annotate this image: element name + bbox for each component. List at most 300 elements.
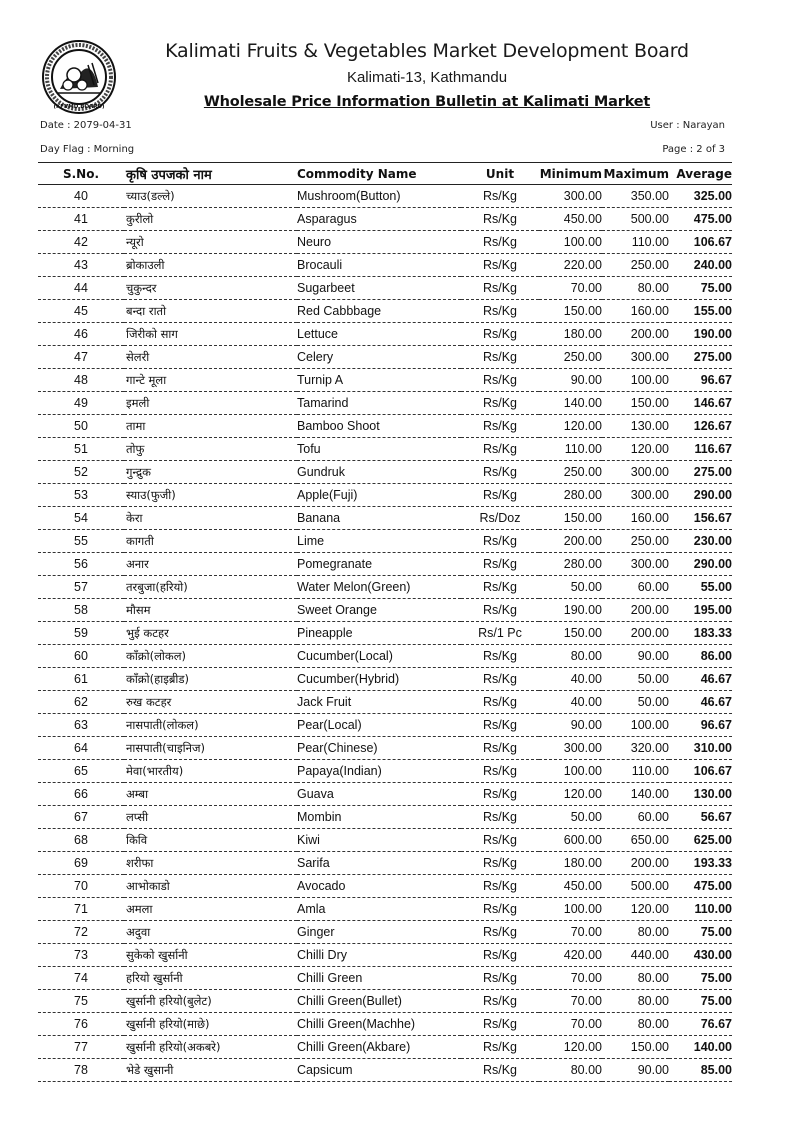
cell-minimum: 70.00: [539, 967, 602, 990]
cell-unit: Rs/Kg: [461, 300, 539, 323]
cell-unit: Rs/Kg: [461, 645, 539, 668]
cell-sno: 74: [38, 967, 124, 990]
column-header-sno: S.No.: [38, 163, 124, 185]
cell-nepali-name: तामा: [124, 415, 297, 438]
cell-average: 116.67: [669, 438, 732, 461]
cell-commodity-name: Lime: [297, 530, 461, 553]
cell-nepali-name: जिरीको साग: [124, 323, 297, 346]
table-row: [38, 645, 732, 668]
cell-sno: 72: [38, 921, 124, 944]
cell-commodity-name: Capsicum: [297, 1059, 461, 1082]
table-row: [38, 254, 732, 277]
cell-unit: Rs/Kg: [461, 484, 539, 507]
cell-maximum: 200.00: [602, 323, 669, 346]
cell-maximum: 80.00: [602, 277, 669, 300]
cell-sno: 42: [38, 231, 124, 254]
table-row: [38, 668, 732, 691]
cell-minimum: 300.00: [539, 737, 602, 760]
cell-unit: Rs/Kg: [461, 530, 539, 553]
cell-commodity-name: Sweet Orange: [297, 599, 461, 622]
table-row: [38, 300, 732, 323]
cell-unit: Rs/Kg: [461, 277, 539, 300]
cell-maximum: 150.00: [602, 1036, 669, 1059]
price-table: [38, 162, 732, 1082]
cell-maximum: 160.00: [602, 507, 669, 530]
table-header-row: [38, 163, 732, 185]
cell-minimum: 80.00: [539, 1059, 602, 1082]
cell-minimum: 180.00: [539, 323, 602, 346]
cell-sno: 51: [38, 438, 124, 461]
table-row: [38, 208, 732, 231]
cell-average: 96.67: [669, 369, 732, 392]
cell-minimum: 250.00: [539, 346, 602, 369]
cell-nepali-name: कुरीलो: [124, 208, 297, 231]
cell-maximum: 200.00: [602, 852, 669, 875]
column-header-average: Average: [669, 163, 732, 185]
table-row: [38, 944, 732, 967]
cell-minimum: 450.00: [539, 208, 602, 231]
cell-minimum: 220.00: [539, 254, 602, 277]
cell-minimum: 70.00: [539, 1013, 602, 1036]
cell-commodity-name: Apple(Fuji): [297, 484, 461, 507]
cell-nepali-name: स्याउ(फुजी): [124, 484, 297, 507]
cell-commodity-name: Pear(Chinese): [297, 737, 461, 760]
cell-sno: 54: [38, 507, 124, 530]
cell-maximum: 200.00: [602, 622, 669, 645]
cell-maximum: 140.00: [602, 783, 669, 806]
cell-unit: Rs/Kg: [461, 967, 539, 990]
cell-sno: 46: [38, 323, 124, 346]
cell-unit: Rs/Kg: [461, 852, 539, 875]
cell-maximum: 250.00: [602, 254, 669, 277]
cell-average: 230.00: [669, 530, 732, 553]
cell-sno: 61: [38, 668, 124, 691]
cell-nepali-name: अनार: [124, 553, 297, 576]
cell-minimum: 100.00: [539, 760, 602, 783]
cell-unit: Rs/Kg: [461, 1059, 539, 1082]
cell-commodity-name: Brocauli: [297, 254, 461, 277]
table-row: [38, 967, 732, 990]
cell-nepali-name: ब्रोकाउली: [124, 254, 297, 277]
cell-commodity-name: Tofu: [297, 438, 461, 461]
cell-average: 106.67: [669, 231, 732, 254]
cell-minimum: 180.00: [539, 852, 602, 875]
cell-unit: Rs/Kg: [461, 668, 539, 691]
organization-title: Kalimati Fruits & Vegetables Market Development Board: [165, 40, 689, 62]
cell-maximum: 100.00: [602, 369, 669, 392]
cell-maximum: 650.00: [602, 829, 669, 852]
cell-commodity-name: Pineapple: [297, 622, 461, 645]
cell-average: 240.00: [669, 254, 732, 277]
cell-unit: Rs/Kg: [461, 185, 539, 208]
cell-sno: 62: [38, 691, 124, 714]
cell-sno: 57: [38, 576, 124, 599]
cell-average: 110.00: [669, 898, 732, 921]
cell-average: 85.00: [669, 1059, 732, 1082]
cell-minimum: 280.00: [539, 484, 602, 507]
cell-average: 76.67: [669, 1013, 732, 1036]
cell-unit: Rs/Kg: [461, 1036, 539, 1059]
cell-nepali-name: अमला: [124, 898, 297, 921]
table-row: [38, 1059, 732, 1082]
table-body: [38, 185, 732, 1082]
cell-minimum: 40.00: [539, 691, 602, 714]
cell-minimum: 100.00: [539, 898, 602, 921]
cell-unit: Rs/Kg: [461, 737, 539, 760]
cell-sno: 43: [38, 254, 124, 277]
cell-sno: 53: [38, 484, 124, 507]
day-flag: Day Flag : Morning: [40, 144, 135, 155]
cell-nepali-name: काँक्रो(लोकल): [124, 645, 297, 668]
cell-minimum: 150.00: [539, 622, 602, 645]
cell-commodity-name: Gundruk: [297, 461, 461, 484]
cell-maximum: 60.00: [602, 806, 669, 829]
cell-maximum: 350.00: [602, 185, 669, 208]
cell-commodity-name: Mushroom(Button): [297, 185, 461, 208]
cell-minimum: 90.00: [539, 369, 602, 392]
table-row: [38, 507, 732, 530]
cell-minimum: 90.00: [539, 714, 602, 737]
cell-unit: Rs/Kg: [461, 231, 539, 254]
table-row: [38, 737, 732, 760]
cell-unit: Rs/Kg: [461, 438, 539, 461]
cell-commodity-name: Amla: [297, 898, 461, 921]
cell-sno: 78: [38, 1059, 124, 1082]
cell-nepali-name: च्याउ(डल्ले): [124, 185, 297, 208]
cell-sno: 45: [38, 300, 124, 323]
cell-minimum: 150.00: [539, 300, 602, 323]
cell-commodity-name: Pear(Local): [297, 714, 461, 737]
table-row: [38, 185, 732, 208]
cell-nepali-name: किवि: [124, 829, 297, 852]
cell-sno: 44: [38, 277, 124, 300]
cell-sno: 65: [38, 760, 124, 783]
table-row: [38, 875, 732, 898]
cell-maximum: 500.00: [602, 208, 669, 231]
cell-average: 195.00: [669, 599, 732, 622]
table-row: [38, 553, 732, 576]
cell-maximum: 300.00: [602, 553, 669, 576]
cell-unit: Rs/Kg: [461, 829, 539, 852]
cell-commodity-name: Ginger: [297, 921, 461, 944]
column-header-commodity: Commodity Name: [297, 163, 461, 185]
cell-nepali-name: कागती: [124, 530, 297, 553]
cell-maximum: 80.00: [602, 967, 669, 990]
cell-unit: Rs/Kg: [461, 714, 539, 737]
cell-maximum: 90.00: [602, 645, 669, 668]
cell-maximum: 80.00: [602, 921, 669, 944]
table-row: [38, 829, 732, 852]
cell-commodity-name: Chilli Green: [297, 967, 461, 990]
cell-commodity-name: Cucumber(Local): [297, 645, 461, 668]
table-row: [38, 691, 732, 714]
cell-average: 325.00: [669, 185, 732, 208]
cell-maximum: 80.00: [602, 1013, 669, 1036]
cell-nepali-name: गुन्द्रुक: [124, 461, 297, 484]
cell-nepali-name: हरियो खुर्सानी: [124, 967, 297, 990]
cell-sno: 63: [38, 714, 124, 737]
cell-minimum: 40.00: [539, 668, 602, 691]
cell-maximum: 500.00: [602, 875, 669, 898]
cell-unit: Rs/Kg: [461, 875, 539, 898]
cell-average: 75.00: [669, 990, 732, 1013]
cell-nepali-name: गान्टे मूला: [124, 369, 297, 392]
cell-commodity-name: Sugarbeet: [297, 277, 461, 300]
cell-maximum: 90.00: [602, 1059, 669, 1082]
cell-maximum: 250.00: [602, 530, 669, 553]
cell-unit: Rs/Kg: [461, 599, 539, 622]
cell-commodity-name: Avocado: [297, 875, 461, 898]
cell-commodity-name: Sarifa: [297, 852, 461, 875]
cell-sno: 55: [38, 530, 124, 553]
cell-maximum: 110.00: [602, 760, 669, 783]
table-row: [38, 921, 732, 944]
cell-minimum: 80.00: [539, 645, 602, 668]
cell-nepali-name: खुर्सानी हरियो(माछे): [124, 1013, 297, 1036]
table-row: [38, 438, 732, 461]
cell-average: 190.00: [669, 323, 732, 346]
cell-average: 86.00: [669, 645, 732, 668]
cell-nepali-name: न्यूरो: [124, 231, 297, 254]
cell-sno: 59: [38, 622, 124, 645]
cell-average: 146.67: [669, 392, 732, 415]
table-row: [38, 461, 732, 484]
cell-commodity-name: Tamarind: [297, 392, 461, 415]
cell-minimum: 420.00: [539, 944, 602, 967]
cell-unit: Rs/Kg: [461, 553, 539, 576]
cell-sno: 40: [38, 185, 124, 208]
cell-minimum: 50.00: [539, 576, 602, 599]
cell-nepali-name: मेवा(भारतीय): [124, 760, 297, 783]
cell-average: 475.00: [669, 208, 732, 231]
cell-unit: Rs/Kg: [461, 415, 539, 438]
cell-sno: 60: [38, 645, 124, 668]
cell-sno: 56: [38, 553, 124, 576]
cell-nepali-name: सुकेको खुर्सानी: [124, 944, 297, 967]
cell-average: 106.67: [669, 760, 732, 783]
cell-average: 625.00: [669, 829, 732, 852]
cell-unit: Rs/Kg: [461, 921, 539, 944]
table-row: [38, 346, 732, 369]
cell-nepali-name: लप्सी: [124, 806, 297, 829]
cell-maximum: 120.00: [602, 438, 669, 461]
cell-minimum: 600.00: [539, 829, 602, 852]
cell-average: 310.00: [669, 737, 732, 760]
cell-commodity-name: Cucumber(Hybrid): [297, 668, 461, 691]
table-row: [38, 1013, 732, 1036]
cell-commodity-name: Banana: [297, 507, 461, 530]
cell-maximum: 50.00: [602, 691, 669, 714]
cell-commodity-name: Chilli Dry: [297, 944, 461, 967]
cell-nepali-name: तोफु: [124, 438, 297, 461]
cell-sno: 50: [38, 415, 124, 438]
cell-maximum: 150.00: [602, 392, 669, 415]
cell-nepali-name: सेलरी: [124, 346, 297, 369]
cell-average: 56.67: [669, 806, 732, 829]
cell-unit: Rs/Kg: [461, 369, 539, 392]
cell-unit: Rs/Kg: [461, 990, 539, 1013]
cell-sno: 69: [38, 852, 124, 875]
cell-minimum: 70.00: [539, 921, 602, 944]
cell-minimum: 70.00: [539, 277, 602, 300]
cell-unit: Rs/Kg: [461, 323, 539, 346]
cell-nepali-name: नासपाती(चाइनिज): [124, 737, 297, 760]
cell-commodity-name: Turnip A: [297, 369, 461, 392]
cell-nepali-name: शरीफा: [124, 852, 297, 875]
cell-unit: Rs/Kg: [461, 898, 539, 921]
cell-sno: 71: [38, 898, 124, 921]
cell-unit: Rs/Kg: [461, 576, 539, 599]
cell-average: 96.67: [669, 714, 732, 737]
cell-minimum: 120.00: [539, 1036, 602, 1059]
cell-nepali-name: बन्दा रातो: [124, 300, 297, 323]
cell-commodity-name: Pomegranate: [297, 553, 461, 576]
cell-maximum: 160.00: [602, 300, 669, 323]
cell-average: 290.00: [669, 484, 732, 507]
cell-maximum: 100.00: [602, 714, 669, 737]
cell-sno: 73: [38, 944, 124, 967]
cell-minimum: 50.00: [539, 806, 602, 829]
table-row: [38, 622, 732, 645]
cell-average: 126.67: [669, 415, 732, 438]
cell-average: 275.00: [669, 346, 732, 369]
cell-unit: Rs/Kg: [461, 461, 539, 484]
cell-minimum: 150.00: [539, 507, 602, 530]
cell-unit: Rs/Kg: [461, 806, 539, 829]
cell-sno: 64: [38, 737, 124, 760]
cell-maximum: 110.00: [602, 231, 669, 254]
cell-average: 290.00: [669, 553, 732, 576]
column-header-nepali-name: कृषि उपजको नाम: [124, 163, 297, 185]
cell-nepali-name: खुर्सानी हरियो(बुलेट): [124, 990, 297, 1013]
cell-sno: 48: [38, 369, 124, 392]
table-row: [38, 783, 732, 806]
cell-nepali-name: काँक्रो(हाइब्रीड): [124, 668, 297, 691]
cell-minimum: 250.00: [539, 461, 602, 484]
cell-average: 193.33: [669, 852, 732, 875]
cell-maximum: 50.00: [602, 668, 669, 691]
cell-unit: Rs/Kg: [461, 783, 539, 806]
bulletin-title: Wholesale Price Information Bulletin at Kalimati Market: [203, 94, 651, 110]
cell-minimum: 110.00: [539, 438, 602, 461]
cell-unit: Rs/Kg: [461, 944, 539, 967]
cell-sno: 52: [38, 461, 124, 484]
cell-average: 75.00: [669, 921, 732, 944]
table-row: [38, 530, 732, 553]
cell-nepali-name: अदुवा: [124, 921, 297, 944]
organization-address: Kalimati-13, Kathmandu: [346, 69, 508, 86]
logo-label: (KFVMD BOARD): [53, 104, 105, 110]
table-row: [38, 484, 732, 507]
cell-minimum: 140.00: [539, 392, 602, 415]
cell-unit: Rs/Kg: [461, 691, 539, 714]
cell-minimum: 280.00: [539, 553, 602, 576]
table-row: [38, 392, 732, 415]
table-row: [38, 369, 732, 392]
cell-average: 275.00: [669, 461, 732, 484]
cell-average: 156.67: [669, 507, 732, 530]
cell-average: 475.00: [669, 875, 732, 898]
column-header-unit: Unit: [461, 163, 539, 185]
table-row: [38, 898, 732, 921]
table-row: [38, 852, 732, 875]
cell-unit: Rs/Kg: [461, 760, 539, 783]
table-row: [38, 599, 732, 622]
column-header-minimum: Minimum: [539, 163, 602, 185]
cell-commodity-name: Jack Fruit: [297, 691, 461, 714]
cell-maximum: 60.00: [602, 576, 669, 599]
cell-sno: 76: [38, 1013, 124, 1036]
cell-minimum: 190.00: [539, 599, 602, 622]
cell-average: 183.33: [669, 622, 732, 645]
cell-average: 140.00: [669, 1036, 732, 1059]
table-row: [38, 231, 732, 254]
cell-average: 75.00: [669, 277, 732, 300]
cell-sno: 58: [38, 599, 124, 622]
cell-unit: Rs/Kg: [461, 1013, 539, 1036]
cell-nepali-name: अम्बा: [124, 783, 297, 806]
cell-average: 55.00: [669, 576, 732, 599]
cell-unit: Rs/Doz: [461, 507, 539, 530]
cell-minimum: 200.00: [539, 530, 602, 553]
cell-sno: 49: [38, 392, 124, 415]
report-user: User : Narayan: [650, 120, 725, 131]
cell-sno: 66: [38, 783, 124, 806]
cell-unit: Rs/Kg: [461, 208, 539, 231]
table-row: [38, 323, 732, 346]
cell-maximum: 120.00: [602, 898, 669, 921]
page-indicator: Page : 2 of 3: [662, 144, 725, 155]
table-row: [38, 277, 732, 300]
table-row: [38, 714, 732, 737]
cell-minimum: 100.00: [539, 231, 602, 254]
cell-unit: Rs/Kg: [461, 346, 539, 369]
cell-commodity-name: Lettuce: [297, 323, 461, 346]
cell-average: 75.00: [669, 967, 732, 990]
table-row: [38, 1036, 732, 1059]
cell-nepali-name: भेडे खुसानी: [124, 1059, 297, 1082]
cell-commodity-name: Neuro: [297, 231, 461, 254]
cell-sno: 47: [38, 346, 124, 369]
cell-nepali-name: नासपाती(लोकल): [124, 714, 297, 737]
cell-maximum: 80.00: [602, 990, 669, 1013]
cell-nepali-name: रुख कटहर: [124, 691, 297, 714]
cell-nepali-name: केरा: [124, 507, 297, 530]
cell-commodity-name: Water Melon(Green): [297, 576, 461, 599]
table-row: [38, 760, 732, 783]
column-header-maximum: Maximum: [602, 163, 669, 185]
cell-commodity-name: Chilli Green(Akbare): [297, 1036, 461, 1059]
cell-maximum: 300.00: [602, 461, 669, 484]
cell-maximum: 130.00: [602, 415, 669, 438]
cell-minimum: 120.00: [539, 783, 602, 806]
table-row: [38, 806, 732, 829]
cell-commodity-name: Celery: [297, 346, 461, 369]
cell-unit: Rs/Kg: [461, 254, 539, 277]
cell-nepali-name: मौसम: [124, 599, 297, 622]
cell-minimum: 120.00: [539, 415, 602, 438]
cell-maximum: 320.00: [602, 737, 669, 760]
cell-sno: 75: [38, 990, 124, 1013]
cell-commodity-name: Red Cabbbage: [297, 300, 461, 323]
cell-sno: 68: [38, 829, 124, 852]
cell-average: 46.67: [669, 691, 732, 714]
cell-sno: 67: [38, 806, 124, 829]
cell-average: 430.00: [669, 944, 732, 967]
cell-unit: Rs/1 Pc: [461, 622, 539, 645]
cell-nepali-name: खुर्सानी हरियो(अकबरे): [124, 1036, 297, 1059]
cell-average: 130.00: [669, 783, 732, 806]
